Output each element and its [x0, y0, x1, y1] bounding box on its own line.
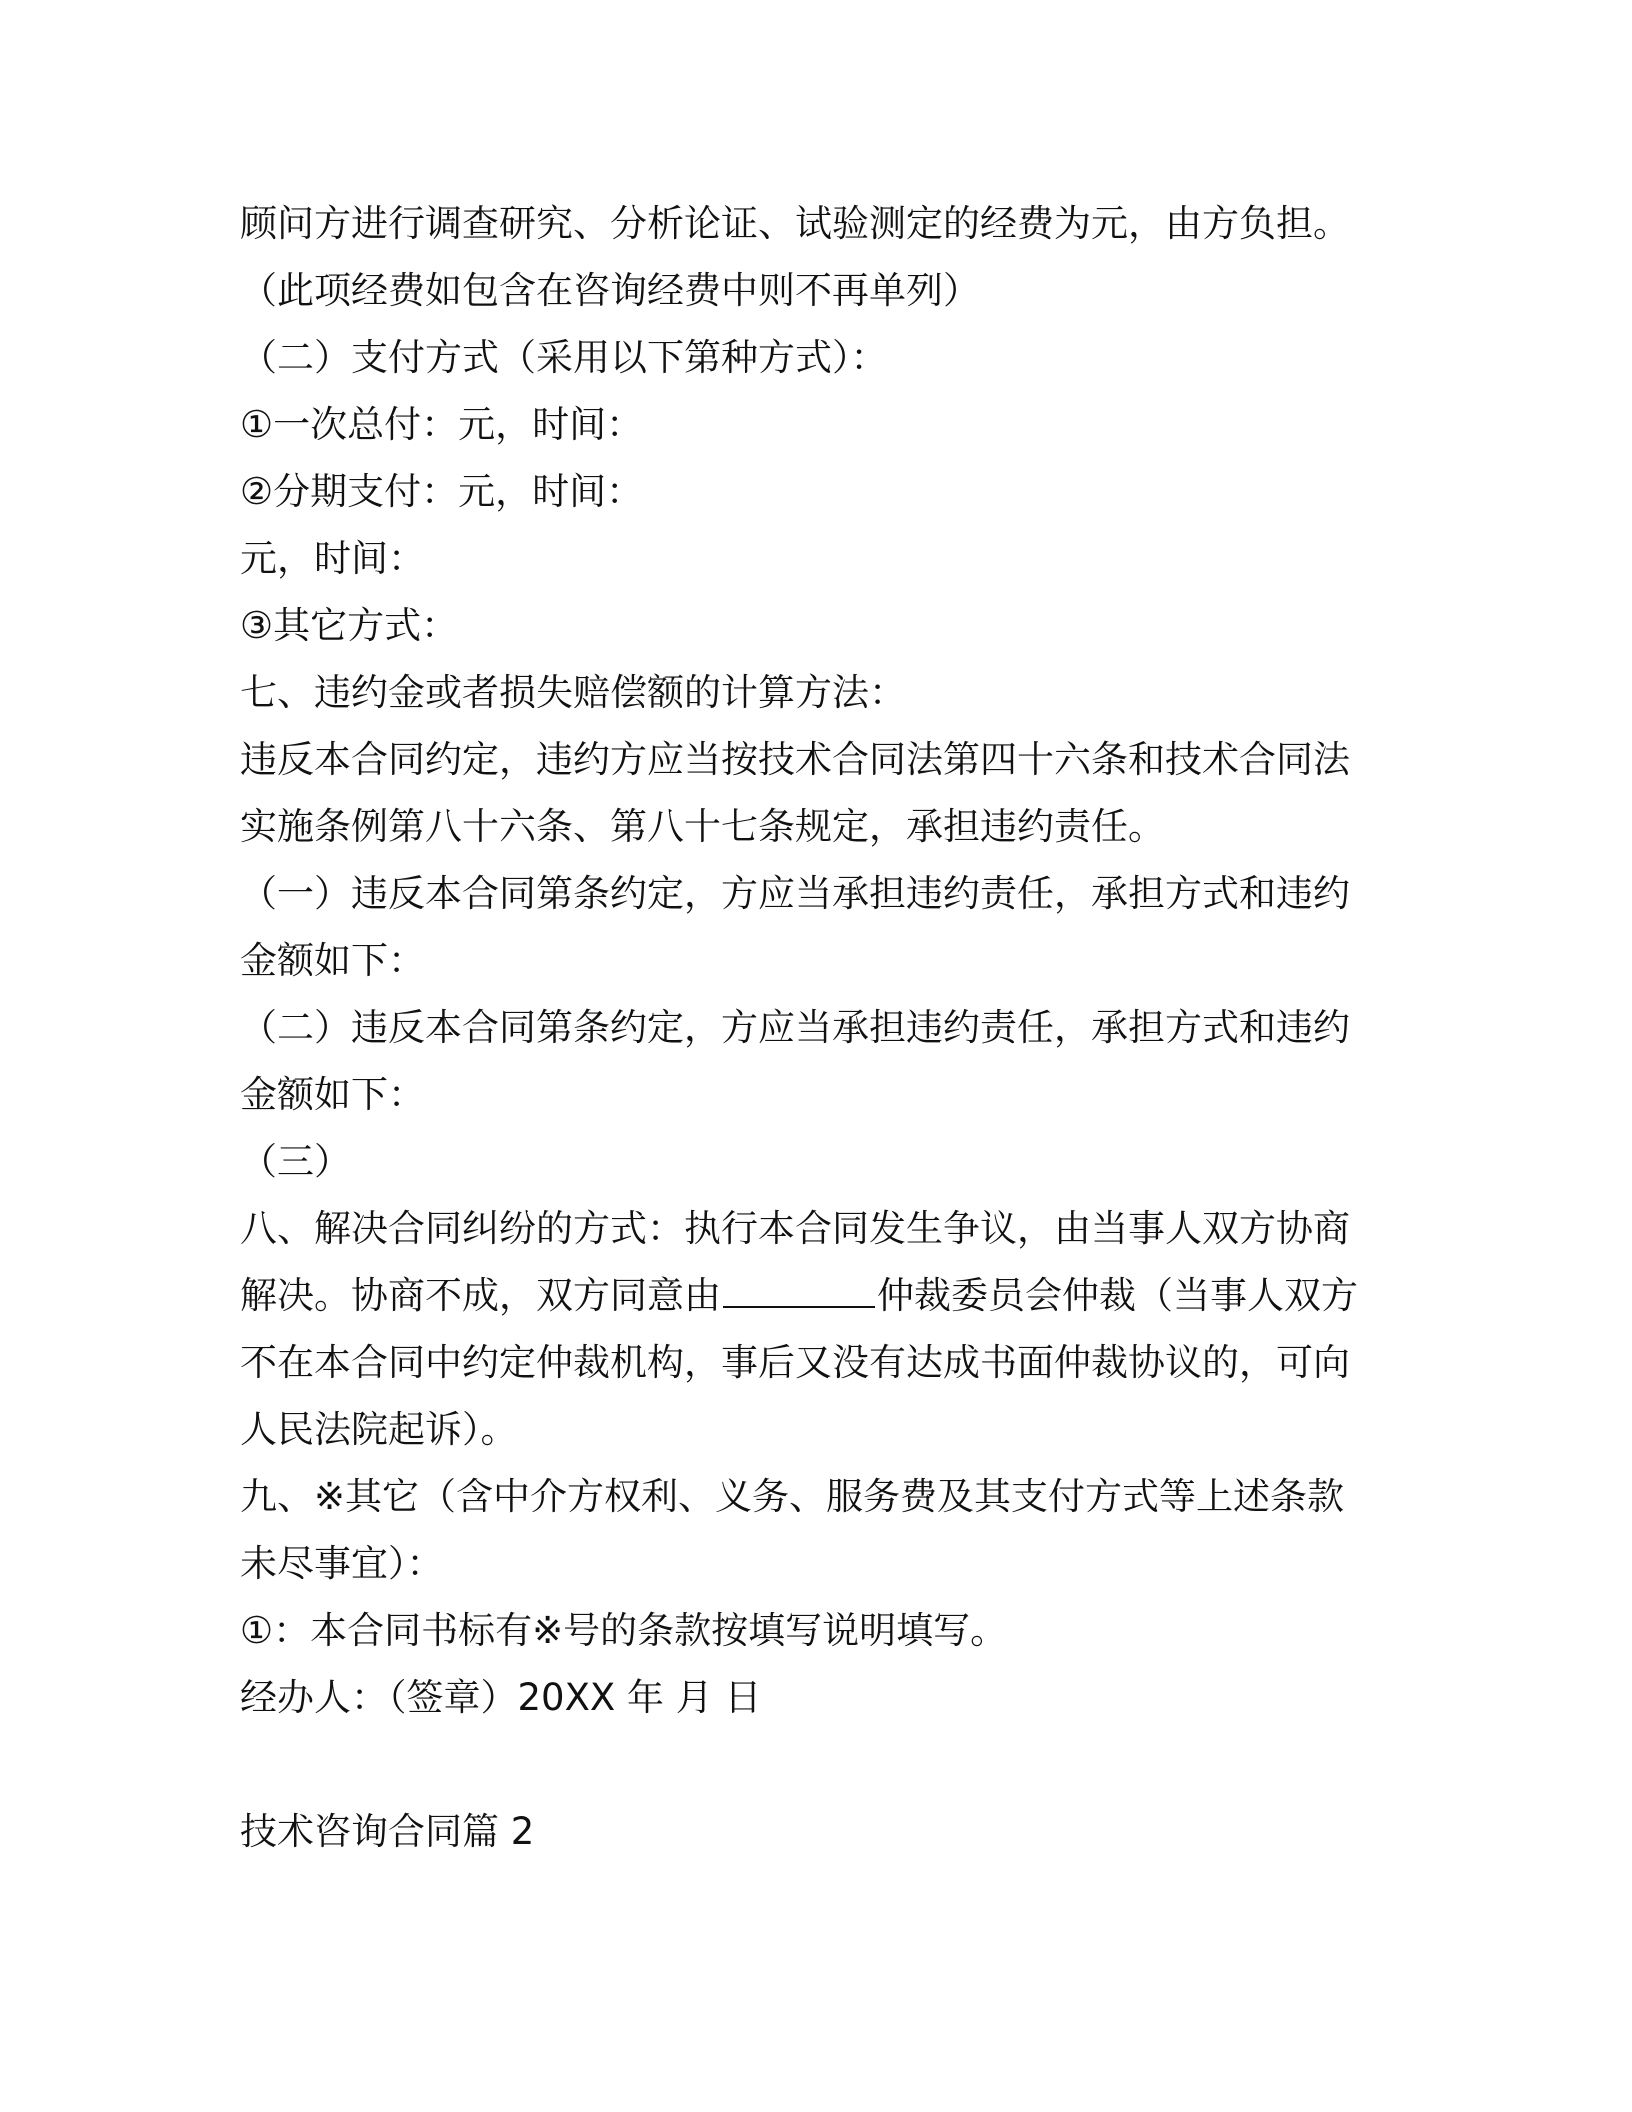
document-body: [240, 190, 1380, 1865]
text-line: 七、违约金或者损失赔偿额的计算方法：: [240, 671, 906, 714]
arbitration-text-before: 解决。协商不成，双方同意由: [240, 1274, 721, 1317]
text-line: 八、解决合同纠纷的方式：执行本合同发生争议，由当事人双方协商: [240, 1207, 1350, 1250]
text-line: 不在本合同中约定仲裁机构，事后又没有达成书面仲裁协议的，可向: [240, 1341, 1350, 1384]
text-line: （三）: [240, 1140, 351, 1183]
text-line: ③其它方式：: [240, 604, 459, 647]
text-line: （一）违反本合同第条约定，方应当承担违约责任，承担方式和违约: [240, 872, 1350, 915]
text-line: 实施条例第八十六条、第八十七条规定，承担违约责任。: [240, 805, 1165, 848]
text-line: 未尽事宜）：: [240, 1542, 444, 1585]
text-line: 金额如下：: [240, 1073, 425, 1116]
signature-line: 经办人：（签章）20XX 年 月 日: [240, 1676, 762, 1719]
next-section-title: 技术咨询合同篇 2: [240, 1810, 535, 1853]
text-line: 顾问方进行调查研究、分析论证、试验测定的经费为元，由方负担。: [240, 202, 1350, 245]
text-line: ②分期支付：元，时间：: [240, 470, 644, 513]
arbitration-text-after: 仲裁委员会仲裁（当事人双方: [877, 1274, 1358, 1317]
text-line: ①：本合同书标有※号的条款按填写说明填写。: [240, 1609, 1008, 1652]
text-line: （二）支付方式（采用以下第种方式）：: [240, 336, 888, 379]
text-line: 人民法院起诉）。: [240, 1408, 518, 1451]
text-line: （此项经费如包含在咨询经费中则不再单列）: [240, 269, 980, 312]
text-line: 元，时间：: [240, 537, 425, 580]
text-line: 违反本合同约定，违约方应当按技术合同法第四十六条和技术合同法: [240, 738, 1350, 781]
text-line: （二）违反本合同第条约定，方应当承担违约责任，承担方式和违约: [240, 1006, 1350, 1049]
arbitration-line: [240, 1262, 1380, 1329]
text-line: 金额如下：: [240, 939, 425, 982]
arbitration-blank: [723, 1276, 875, 1308]
spacer: [240, 1731, 1380, 1798]
text-line: 九、※其它（含中介方权利、义务、服务费及其支付方式等上述条款: [240, 1475, 1345, 1518]
text-line: ①一次总付：元，时间：: [240, 403, 644, 446]
